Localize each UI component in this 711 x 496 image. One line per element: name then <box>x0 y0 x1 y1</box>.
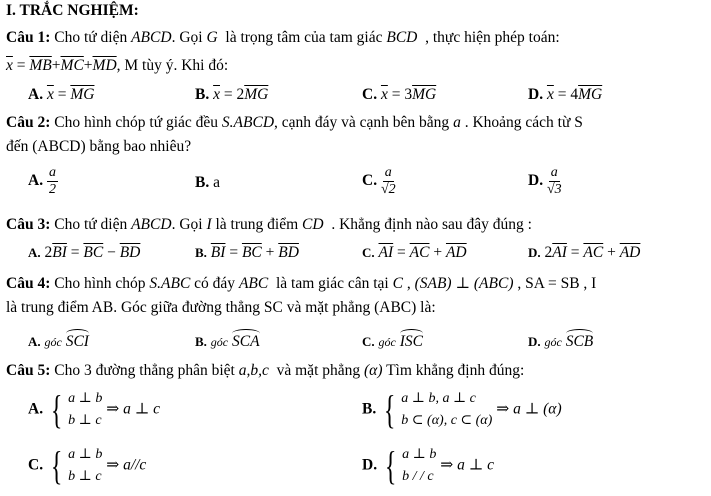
question-3-label: Câu 3: <box>6 216 51 233</box>
q3-text-c: là trung điểm <box>215 216 299 233</box>
op: − <box>107 244 116 261</box>
q4-text-c: là tam giác cân tại <box>275 275 389 292</box>
option-letter: C. <box>362 334 375 349</box>
q2-option-a[interactable] <box>28 165 58 198</box>
q1-vec-mc: $\overline{MC}$ <box>60 57 84 74</box>
q5-alpha: (α) <box>364 362 383 379</box>
brace-icon: { <box>50 387 63 432</box>
q2-option-c[interactable] <box>362 165 396 198</box>
question-3-line-1 <box>6 216 705 234</box>
q3-cd: CD <box>302 216 324 233</box>
vec-1: $\overline{AC}$ <box>583 244 604 261</box>
q1-option-b[interactable] <box>195 86 268 104</box>
angle-word: góc <box>544 335 562 349</box>
q1-option-a[interactable] <box>28 86 94 104</box>
brace-icon: { <box>383 387 396 432</box>
vec-1: $\overline{AC}$ <box>409 244 430 261</box>
angle-isc: ISC <box>400 329 423 351</box>
vec-1: $\overline{BC}$ <box>83 244 104 261</box>
eq: = <box>223 86 233 103</box>
angle-sca: SCA <box>232 329 260 351</box>
q3-option-d[interactable] <box>528 244 640 262</box>
vec-x: $\overline{x}$ <box>213 86 220 103</box>
option-letter: A. <box>28 245 41 260</box>
vec-2: $\overline{AD}$ <box>619 244 641 261</box>
question-5-label: Câu 5: <box>6 362 51 379</box>
q5-option-c[interactable] <box>28 444 146 488</box>
q3-option-c[interactable] <box>362 244 467 262</box>
q1-option-c[interactable] <box>362 86 436 104</box>
question-4-line-2: là trung điểm AB. Góc giữa đường thẳng SC và mặt phẳng (ABC) là: <box>6 299 436 316</box>
q3-option-b[interactable] <box>195 244 299 262</box>
q5-text-b: và mặt phẳng <box>276 362 361 379</box>
system-line-2: b / / c <box>402 469 434 484</box>
option-letter: B. <box>195 334 207 349</box>
eq: = <box>229 244 239 261</box>
option-letter: A. <box>28 334 41 349</box>
eq: = <box>57 86 67 103</box>
vec-mg: $\overline{MG}$ <box>70 86 95 103</box>
q1-vec-md: $\overline{MD}$ <box>92 57 117 74</box>
eq: = <box>391 86 401 103</box>
q1-bcd: BCD <box>386 29 418 46</box>
option-letter: C. <box>362 245 375 260</box>
option-letter: D. <box>528 172 544 190</box>
result: ⇒ a//c <box>106 456 147 474</box>
q1-text-d: , thực hiện phép toán: <box>425 29 560 46</box>
option-letter: B. <box>362 400 377 418</box>
q3-text-b: . Gọi <box>171 216 203 233</box>
vec-mg: $\overline{MG}$ <box>578 86 603 103</box>
system-line-2: b ⊥ c <box>68 413 102 428</box>
q4-abc: ABC <box>238 275 269 292</box>
angle-word: góc <box>210 335 229 349</box>
q3-option-a[interactable] <box>28 244 140 262</box>
coef: 2 <box>544 244 553 261</box>
q2-option-d[interactable] <box>528 165 562 198</box>
q1-vec-mb: $\overline{MB}$ <box>29 57 52 74</box>
q5-option-a[interactable] <box>28 388 160 432</box>
brace-icon: { <box>50 443 63 488</box>
q5-text-c: Tìm khẳng định đúng: <box>386 362 525 379</box>
q4-option-a[interactable] <box>28 329 89 351</box>
vec-2: $\overline{AD}$ <box>445 244 467 261</box>
op: + <box>433 244 443 261</box>
question-1-label: Câu 1: <box>6 29 51 46</box>
question-4-line-1 <box>6 274 705 293</box>
equation-system <box>381 444 436 488</box>
question-5-line-1 <box>6 362 705 380</box>
op: + <box>265 244 275 261</box>
q4-sabc: S.ABC <box>149 275 191 292</box>
option-letter: B. <box>195 245 207 260</box>
q4-text-a: Cho hình chóp <box>54 275 146 292</box>
result: ⇒ a ⊥ (α) <box>496 400 562 418</box>
q1-vec-x: $\overline{x}$ <box>6 57 13 74</box>
angle-word: góc <box>44 335 62 349</box>
equation-system <box>47 388 102 432</box>
option-letter: C. <box>362 86 378 103</box>
option-letter: C. <box>28 456 44 474</box>
q4-perp: (SAB) ⊥ (ABC) <box>414 275 514 292</box>
q1-text-c: là trọng tâm của tam giác <box>225 29 383 46</box>
angle-word: góc <box>378 335 396 349</box>
option-letter: B. <box>195 86 210 103</box>
vec-2: $\overline{BD}$ <box>119 244 141 261</box>
system-line-2: b ⊥ c <box>68 469 102 484</box>
coef: 2 <box>44 244 53 261</box>
vec-mg: $\overline{MG}$ <box>244 86 269 103</box>
fraction <box>47 165 58 198</box>
q5-text-a: Cho 3 đường thẳng phân biệt <box>54 362 235 379</box>
q1-abcd: ABCD <box>131 29 172 46</box>
system-line-1: a ⊥ b <box>402 447 437 462</box>
q2-text-b: , cạnh đáy và cạnh bên bằng <box>274 114 450 131</box>
q5-abc: a,b,c <box>238 362 269 379</box>
q1-option-d[interactable] <box>528 86 602 104</box>
denominator: √3 <box>546 182 562 197</box>
eq: = <box>557 86 567 103</box>
option-letter: B. <box>195 174 210 191</box>
q5-option-d[interactable] <box>362 444 494 488</box>
q1-tail: , M tùy ý. Khi đó: <box>116 57 229 74</box>
question-1-line-1 <box>6 29 705 47</box>
denominator: 2 <box>48 182 56 197</box>
fraction <box>381 165 396 198</box>
question-2-label: Câu 2: <box>6 114 51 131</box>
system-line-1: a ⊥ b <box>68 447 103 462</box>
q4-option-c[interactable] <box>362 329 423 351</box>
brace-icon: { <box>384 443 397 488</box>
q4-text-b: có đáy <box>194 275 236 292</box>
system-line-1: a ⊥ b, a ⊥ c <box>401 391 476 406</box>
question-2-line-1 <box>6 114 705 132</box>
option-letter: D. <box>528 245 541 260</box>
option-letter: D. <box>362 456 378 474</box>
q1-plus-1: + <box>51 57 61 74</box>
vec-x: $\overline{x}$ <box>380 86 388 103</box>
question-4-label: Câu 4: <box>6 275 51 292</box>
q4-c: C <box>392 275 403 292</box>
vec-1: $\overline{BC}$ <box>241 244 262 261</box>
vec-mg: $\overline{MG}$ <box>412 86 437 103</box>
q5-option-b[interactable] <box>362 388 562 432</box>
vec-x: $\overline{x}$ <box>546 86 554 103</box>
system-line-1: a ⊥ b <box>68 391 103 406</box>
lhs-vec: $\overline{BI}$ <box>210 244 226 261</box>
question-1-line-2 <box>6 57 705 75</box>
q2-sabcd: S.ABCD <box>221 114 275 131</box>
q1-plus-2: + <box>83 57 93 74</box>
lhs-vec: $\overline{AI}$ <box>552 244 567 261</box>
op: + <box>607 244 616 261</box>
equation-system <box>47 444 102 488</box>
angle-scb: SCB <box>566 329 594 351</box>
q1-text-a: Cho tứ diện <box>54 29 128 46</box>
numerator: a <box>550 165 558 180</box>
question-2-line-2: đến (ABCD) bằng bao nhiêu? <box>6 138 192 155</box>
q3-text-a: Cho tứ diện <box>54 216 128 233</box>
option-letter: A. <box>28 86 44 103</box>
q4-text-d: , <box>406 275 411 292</box>
option-letter: D. <box>528 86 544 103</box>
result: ⇒ a ⊥ c <box>106 400 161 418</box>
q1-text-b: . Gọi <box>171 29 203 46</box>
value: a <box>213 174 220 191</box>
q3-i: I <box>206 216 212 233</box>
eq: = <box>70 244 80 261</box>
angle-sci: SCI <box>66 329 89 351</box>
q1-g: G <box>206 29 218 46</box>
vec-2: $\overline{BD}$ <box>278 244 299 261</box>
q2-option-b[interactable] <box>195 174 220 192</box>
option-letter: C. <box>362 172 378 190</box>
option-letter: A. <box>28 172 44 190</box>
option-letter: D. <box>528 334 541 349</box>
q4-text-e: , SA = SB , I <box>517 275 597 292</box>
fraction <box>547 165 562 198</box>
numerator: a <box>384 165 392 180</box>
denominator: √2 <box>380 182 396 197</box>
q4-option-d[interactable] <box>528 329 593 351</box>
option-letter: A. <box>28 400 44 418</box>
q1-eq: = <box>16 57 26 74</box>
q3-abcd: ABCD <box>131 216 172 233</box>
lhs-vec: $\overline{AI}$ <box>378 244 394 261</box>
section-title: I. TRẮC NGHIỆM: <box>6 2 139 19</box>
q2-text-c: . Khoảng cách từ S <box>464 114 583 131</box>
q2-text-a: Cho hình chóp tứ giác đều <box>54 114 219 131</box>
eq: = <box>570 244 580 261</box>
equation-system <box>380 388 492 432</box>
eq: = <box>397 244 406 261</box>
q4-option-b[interactable] <box>195 329 260 351</box>
result: ⇒ a ⊥ c <box>440 456 495 474</box>
q3-text-d: . Khẳng định nào sau đây đúng : <box>331 216 532 233</box>
coef: 2 <box>236 86 245 103</box>
vec-x: $\overline{x}$ <box>46 86 54 103</box>
numerator: a <box>48 165 56 180</box>
coef: 3 <box>404 86 413 103</box>
lhs-vec: $\overline{BI}$ <box>52 244 67 261</box>
system-line-2: b ⊂ (α), c ⊂ (α) <box>401 413 493 428</box>
coef: 4 <box>570 86 579 103</box>
q2-a: a <box>453 114 461 131</box>
